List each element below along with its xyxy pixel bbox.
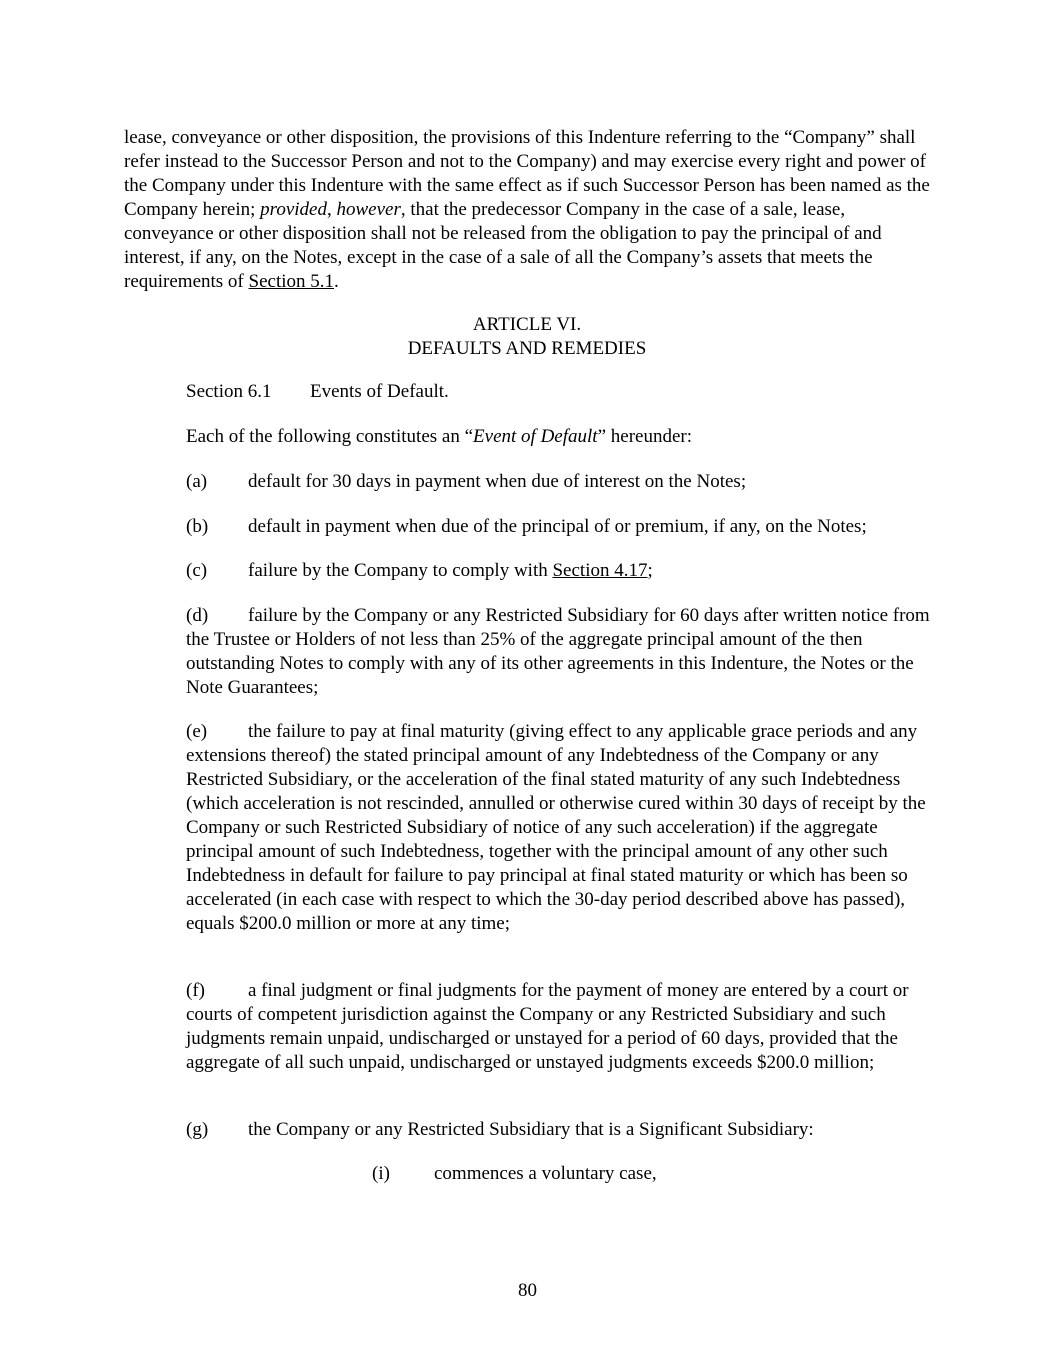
intro-comma: ,: [326, 199, 337, 220]
section-5-1-reference: Section 5.1: [248, 271, 335, 292]
item-f-text: a final judgment or final judgments for the payment of money are entered by a court or courts of competent jurisdiction against the Company or any Restricted Subsidiary and such judgments remain unpaid, undischarged or unstayed for a period of 60 days, provided that the aggregate of all such unpaid, undischarged or unstayed judgments exceeds $200.0 million;: [186, 980, 909, 1073]
item-d-label: (d): [186, 605, 209, 626]
item-g-text: the Company or any Restricted Subsidiary that is a Significant Subsidiary:: [248, 1119, 814, 1140]
item-f: [186, 979, 931, 1075]
item-f-label: (f): [186, 980, 205, 1001]
article-title: DEFAULTS AND REMEDIES: [407, 338, 647, 359]
item-g-label: (g): [186, 1119, 209, 1140]
item-b-text: default in payment when due of the principal of or premium, if any, on the Notes;: [248, 516, 867, 537]
intro-text-1: lease, conveyance or other disposition, the provisions of this Indenture referring to the “Company” shall refer instead to the Successor Person and not to the Company) and may exercise every right and power of the Company under this Indenture with the same effect as if such Successor Person has been named as the Company herein;: [124, 127, 930, 220]
section-number: Section 6.1: [186, 381, 272, 402]
item-c: [186, 559, 931, 583]
item-b: [186, 515, 931, 539]
item-a-label: (a): [186, 471, 208, 492]
section-heading: [186, 380, 931, 404]
article-heading: [124, 313, 930, 361]
lead-suffix: ” hereunder:: [597, 426, 692, 447]
section-title: Events of Default.: [310, 381, 449, 402]
item-d: [186, 604, 931, 700]
item-b-label: (b): [186, 516, 209, 537]
item-e-text: the failure to pay at final maturity (giving effect to any applicable grace periods and any extensions thereof) the stated principal amount of any Indebtedness of the Company or any Restricted Subsidiary, or the acceleration of the final stated maturity of any such Indebtedness (which acceleration is not rescinded, annulled or otherwise cured within 30 days of receipt by the Company or such Restricted Subsidiary of notice of any such acceleration) if the aggregate principal amount of such Indebtedness, together with the principal amount of any other such Indebtedness in default for failure to pay principal at final stated maturity or which has been so accelerated (in each case with respect to which the 30-day period described above has passed), equals $200.0 million or more at any time;: [186, 721, 926, 934]
item-a-text: default for 30 days in payment when due of interest on the Notes;: [248, 471, 747, 492]
lead-italic-term: Event of Default: [473, 426, 598, 447]
item-e-label: (e): [186, 721, 208, 742]
article-number: ARTICLE VI.: [472, 314, 582, 335]
lead-prefix: Each of the following constitutes an “: [186, 426, 474, 447]
intro-end: .: [334, 271, 339, 292]
item-g-i: [372, 1162, 932, 1186]
item-c-label: (c): [186, 560, 208, 581]
item-e: [186, 720, 931, 936]
item-c-text-after: ;: [647, 560, 653, 581]
page-number: 80: [518, 1280, 537, 1301]
intro-paragraph: [124, 126, 934, 294]
lead-paragraph: [186, 425, 931, 449]
section-4-17-reference: Section 4.17: [552, 560, 648, 581]
item-g-i-text: commences a voluntary case,: [434, 1163, 657, 1184]
intro-italic-provided: provided: [260, 199, 327, 220]
intro-italic-however: however: [336, 199, 401, 220]
intro-text-2: , that the predecessor Company in the case of a sale, lease, conveyance or other disposition shall not be released from the obligation to pay the principal of and interest, if any, on the Notes, except in the case of a sale of all the Company’s assets that meets the requirements of: [124, 199, 882, 292]
item-a: [186, 470, 931, 494]
item-g: [186, 1118, 931, 1142]
item-g-i-label: (i): [372, 1163, 390, 1184]
item-c-text-before: failure by the Company to comply with: [248, 560, 553, 581]
item-d-text: failure by the Company or any Restricted Subsidiary for 60 days after written notice from the Trustee or Holders of not less than 25% of the aggregate principal amount of the then outstanding Notes to comply with any of its other agreements in this Indenture, the Notes or the Note Guarantees;: [186, 605, 930, 698]
